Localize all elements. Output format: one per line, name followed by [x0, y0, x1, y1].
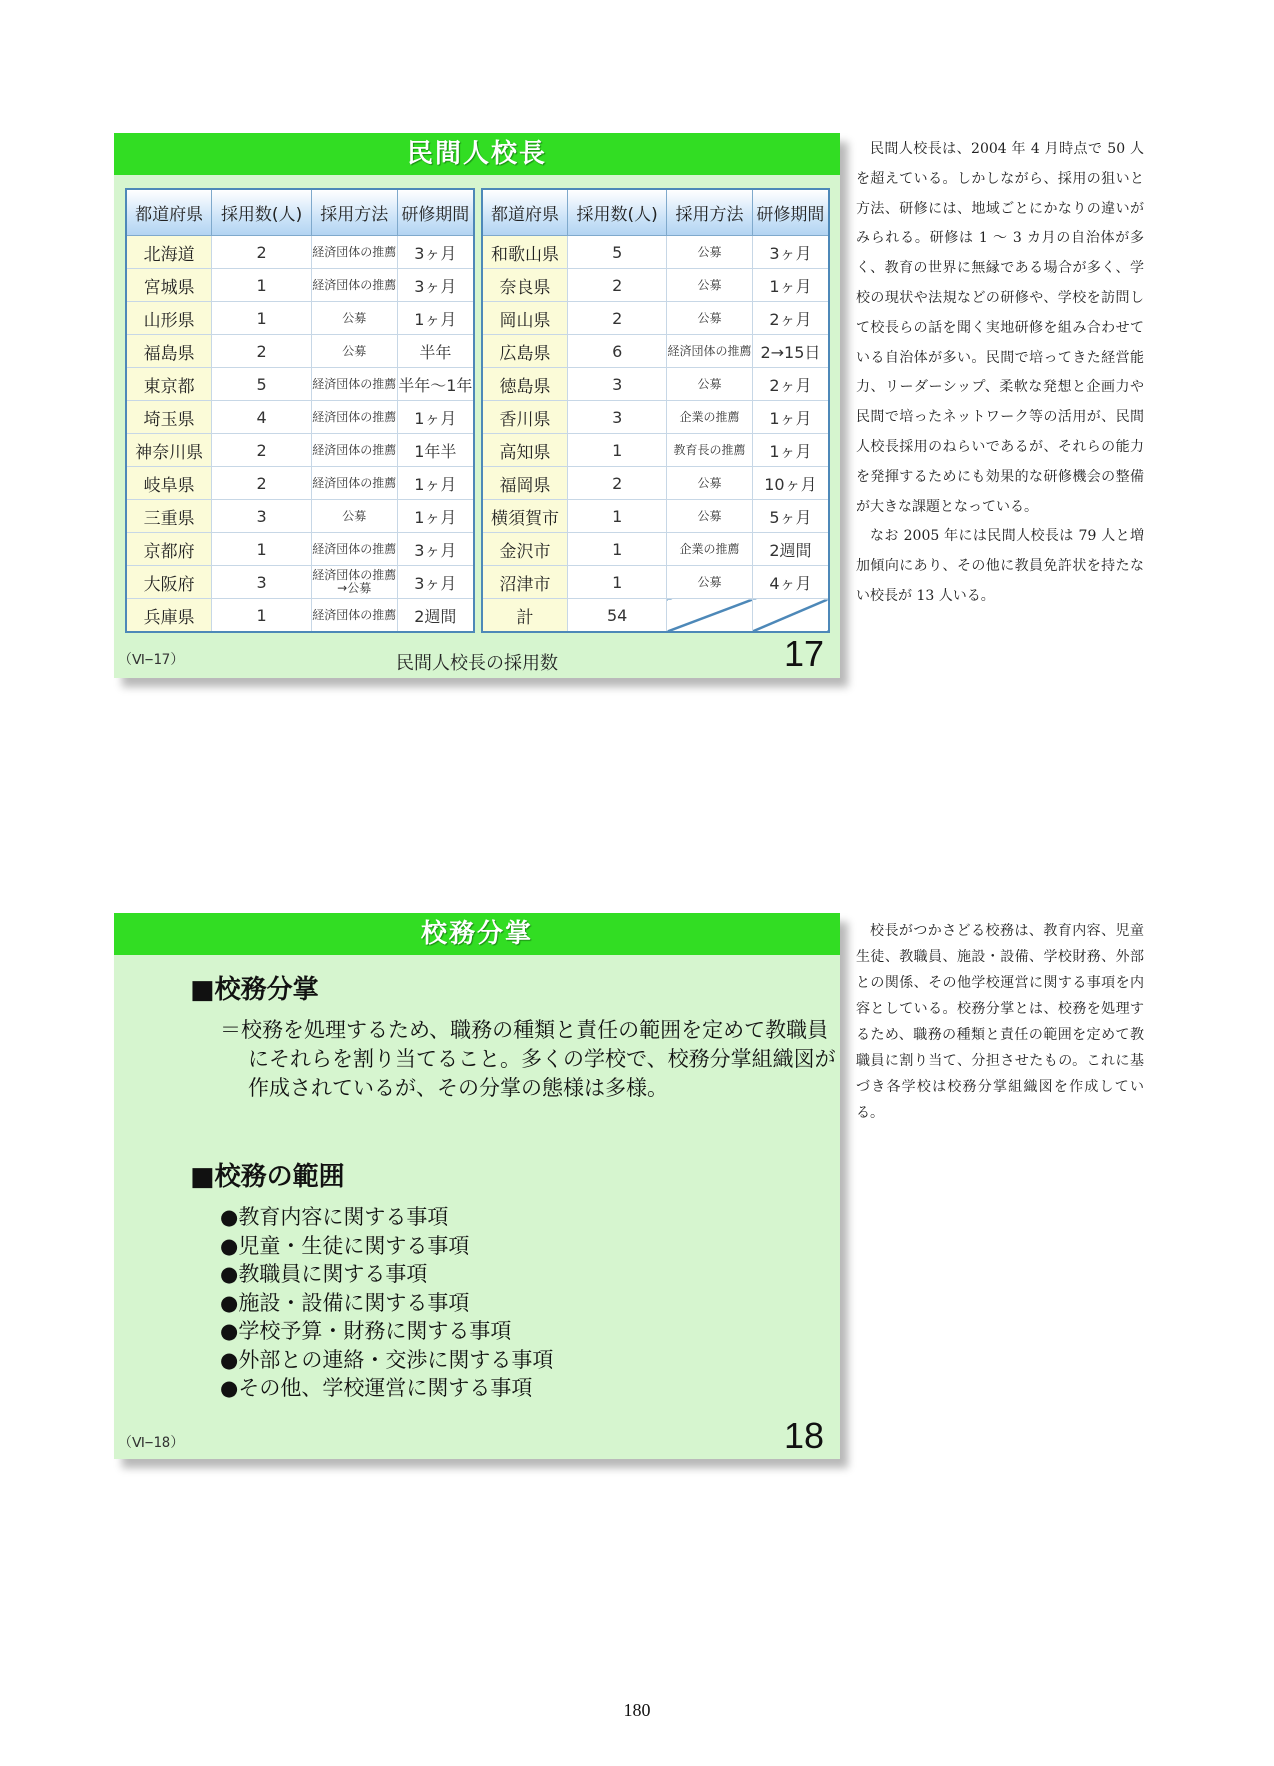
side-commentary-2: [856, 918, 1144, 1126]
cell-count: 3: [212, 566, 311, 599]
cell-method: 経済団体の推薦: [311, 533, 397, 566]
cell-prefecture: 山形県: [126, 302, 212, 335]
cell-count: 1: [568, 434, 667, 467]
cell-training: 5ヶ月: [752, 500, 829, 533]
cell-method: 経済団体の推薦: [311, 599, 397, 633]
table-row: [126, 467, 474, 500]
slide-caption: 民間人校長の採用数: [396, 653, 558, 674]
slide-school-duties: [114, 913, 840, 1459]
total-row: [482, 599, 829, 633]
cell-count: 2: [568, 302, 667, 335]
cell-method: 経済団体の推薦: [311, 368, 397, 401]
table-row: [482, 368, 829, 401]
cell-prefecture: 福岡県: [482, 467, 568, 500]
cell-training: 1ヶ月: [752, 401, 829, 434]
cell-count: 1: [212, 269, 311, 302]
cell-count: 1: [568, 533, 667, 566]
table-row: [482, 434, 829, 467]
definition-text: ＝校務を処理するため、職務の種類と責任の範囲を定めて教職員にそれらを割り当てること。多くの学校で、校務分掌組織図が作成されているが、その分掌の態様は多様。: [220, 1018, 836, 1100]
table-row: [126, 566, 474, 599]
cell-count: 1: [568, 500, 667, 533]
table-row: [482, 566, 829, 599]
list-item: ●その他、学校運営に関する事項: [220, 1376, 533, 1400]
list-item: ●施設・設備に関する事項: [220, 1290, 470, 1315]
cell-count: 4: [212, 401, 311, 434]
header-training: 研修期間: [752, 189, 829, 236]
cell-method: 公募: [667, 269, 753, 302]
cell-count: 5: [568, 236, 667, 269]
cell-training: 10ヶ月: [752, 467, 829, 500]
slide-code: （Ⅵ−17）: [118, 652, 185, 668]
list-item: ●児童・生徒に関する事項: [220, 1233, 470, 1258]
table-row: [482, 335, 829, 368]
slide-number: 17: [783, 633, 824, 674]
cell-training: 1ヶ月: [397, 500, 474, 533]
table-row: [482, 467, 829, 500]
cell-count: 2: [212, 467, 311, 500]
cell-method: 公募: [667, 302, 753, 335]
cell-count: 1: [212, 302, 311, 335]
cell-prefecture: 北海道: [126, 236, 212, 269]
cell-prefecture: 徳島県: [482, 368, 568, 401]
page-number: 180: [623, 1700, 651, 1720]
table-row: [482, 500, 829, 533]
cell-count: 3: [568, 368, 667, 401]
cell-method: 経済団体の推薦: [311, 236, 397, 269]
cell-prefecture: 香川県: [482, 401, 568, 434]
cell-prefecture: 横須賀市: [482, 500, 568, 533]
principals-table-left: [125, 188, 475, 633]
cell-training: 3ヶ月: [397, 236, 474, 269]
cell-method: 企業の推薦: [667, 533, 753, 566]
empty-cell: [752, 599, 829, 633]
slide-code: （Ⅵ−18）: [118, 1435, 185, 1451]
cell-method: 公募: [667, 500, 753, 533]
cell-training: 1ヶ月: [752, 434, 829, 467]
cell-training: 2ヶ月: [752, 368, 829, 401]
cell-method: 経済団体の推薦: [667, 335, 753, 368]
cell-prefecture: 大阪府: [126, 566, 212, 599]
header-prefecture: 都道府県: [482, 189, 568, 236]
cell-count: 3: [212, 500, 311, 533]
table-row: [126, 599, 474, 633]
table-row: [482, 533, 829, 566]
cell-training: 1年半: [397, 434, 474, 467]
cell-method: 公募: [667, 566, 753, 599]
cell-count: 5: [212, 368, 311, 401]
commentary-paragraph: 校長がつかさどる校務は、教育内容、児童生徒、教職員、施設・設備、学校財務、外部との関係、その他学校運営に関する事項を内容としている。校務分掌とは、校務を処理するため、職務の種類と責任の範囲を定めて教職員に割り当て、分担させたもの。これに基づき各学校は校務分掌組織図を作成している。: [856, 923, 1144, 1121]
total-label: 計: [482, 599, 568, 633]
cell-prefecture: 宮城県: [126, 269, 212, 302]
cell-prefecture: 岐阜県: [126, 467, 212, 500]
cell-training: 3ヶ月: [752, 236, 829, 269]
cell-prefecture: 和歌山県: [482, 236, 568, 269]
cell-method: 企業の推薦: [667, 401, 753, 434]
cell-count: 2: [212, 335, 311, 368]
table-row: [126, 368, 474, 401]
cell-method: 経済団体の推薦: [311, 269, 397, 302]
slide-title: 民間人校長: [114, 133, 840, 175]
commentary-paragraph: なお 2005 年には民間人校長は 79 人と増加傾向にあり、その他に教員免許状を持たない校長が 13 人いる。: [856, 528, 1144, 604]
cell-method: 経済団体の推薦: [311, 467, 397, 500]
list-item: ●教育内容に関する事項: [220, 1205, 449, 1229]
cell-training: 3ヶ月: [397, 269, 474, 302]
cell-prefecture: 沼津市: [482, 566, 568, 599]
list-item: ●学校予算・財務に関する事項: [220, 1319, 512, 1343]
cell-count: 2: [568, 467, 667, 500]
table-row: [126, 500, 474, 533]
table-row: [126, 236, 474, 269]
cell-count: 2: [568, 269, 667, 302]
cell-training: 1ヶ月: [397, 302, 474, 335]
cell-prefecture: 奈良県: [482, 269, 568, 302]
cell-prefecture: 神奈川県: [126, 434, 212, 467]
heading-duty-scope: ■校務の範囲: [190, 1162, 345, 1192]
table-row: [126, 401, 474, 434]
cell-count: 2: [212, 434, 311, 467]
table-row: [482, 236, 829, 269]
header-count: 採用数(人): [212, 189, 311, 236]
slide-number: 18: [783, 1415, 824, 1456]
cell-count: 2: [212, 236, 311, 269]
header-method: 採用方法: [667, 189, 753, 236]
cell-prefecture: 広島県: [482, 335, 568, 368]
header-count: 採用数(人): [568, 189, 667, 236]
cell-method: 公募: [667, 236, 753, 269]
cell-training: 2週間: [397, 599, 474, 633]
cell-prefecture: 岡山県: [482, 302, 568, 335]
cell-count: 1: [212, 533, 311, 566]
cell-method: 公募: [311, 335, 397, 368]
slide-title: 校務分掌: [114, 913, 840, 955]
cell-method: 公募: [311, 500, 397, 533]
cell-count: 3: [568, 401, 667, 434]
cell-training: 2→15日: [752, 335, 829, 368]
table-row: [482, 401, 829, 434]
side-commentary-1: [856, 135, 1144, 612]
table-row: [126, 302, 474, 335]
cell-method: 公募: [667, 467, 753, 500]
cell-prefecture: 高知県: [482, 434, 568, 467]
total-value: 54: [568, 599, 667, 633]
table-header-row: [482, 189, 829, 236]
table-row: [482, 302, 829, 335]
cell-method: 公募: [311, 302, 397, 335]
cell-training: 4ヶ月: [752, 566, 829, 599]
table-row: [126, 434, 474, 467]
cell-method: 経済団体の推薦→公募: [311, 566, 397, 599]
cell-training: 3ヶ月: [397, 566, 474, 599]
cell-count: 6: [568, 335, 667, 368]
cell-training: 1ヶ月: [752, 269, 829, 302]
table-row: [126, 269, 474, 302]
cell-prefecture: 兵庫県: [126, 599, 212, 633]
slide-private-principals: [114, 133, 840, 678]
table-row: [126, 533, 474, 566]
cell-prefecture: 三重県: [126, 500, 212, 533]
cell-training: 3ヶ月: [397, 533, 474, 566]
cell-count: 1: [568, 566, 667, 599]
cell-method: 経済団体の推薦: [311, 401, 397, 434]
cell-method: 公募: [667, 368, 753, 401]
cell-prefecture: 京都府: [126, 533, 212, 566]
cell-prefecture: 福島県: [126, 335, 212, 368]
header-prefecture: 都道府県: [126, 189, 212, 236]
cell-method: 教育長の推薦: [667, 434, 753, 467]
empty-cell: [667, 599, 753, 633]
cell-training: 半年〜1年: [397, 368, 474, 401]
list-item: ●教職員に関する事項: [220, 1262, 428, 1286]
table-row: [482, 269, 829, 302]
header-method: 採用方法: [311, 189, 397, 236]
cell-training: 1ヶ月: [397, 401, 474, 434]
cell-training: 1ヶ月: [397, 467, 474, 500]
duty-scope-list: [220, 1203, 553, 1403]
principals-table-right: [481, 188, 830, 633]
cell-method: 経済団体の推薦: [311, 434, 397, 467]
heading-duty-assignment: ■校務分掌: [190, 975, 319, 1005]
cell-training: 2週間: [752, 533, 829, 566]
list-item: ●外部との連絡・交渉に関する事項: [220, 1347, 554, 1372]
cell-prefecture: 埼玉県: [126, 401, 212, 434]
table-header-row: [126, 189, 474, 236]
cell-prefecture: 東京都: [126, 368, 212, 401]
cell-training: 2ヶ月: [752, 302, 829, 335]
header-training: 研修期間: [397, 189, 474, 236]
commentary-paragraph: 民間人校長は、2004 年 4 月時点で 50 人を超えている。しかしながら、採用の狙いと方法、研修には、地域ごとにかなりの違いがみられる。研修は 1 〜 3 カ月の自治体が多く、教育の世界に無縁である場合が多く、学校の現状や法規などの研修や、学校を訪問して校長らの話を聞く実地研修を組み合わせている自治体が多い。民間で培ってきた経営能力、リーダーシップ、柔軟な発想と企画力や民間で培ったネットワーク等の活用が、民間人校長採用のねらいであるが、それらの能力を発揮するためにも効果的な研修機会の整備が大きな課題となっている。: [856, 141, 1144, 515]
cell-prefecture: 金沢市: [482, 533, 568, 566]
cell-training: 半年: [397, 335, 474, 368]
cell-count: 1: [212, 599, 311, 633]
table-row: [126, 335, 474, 368]
